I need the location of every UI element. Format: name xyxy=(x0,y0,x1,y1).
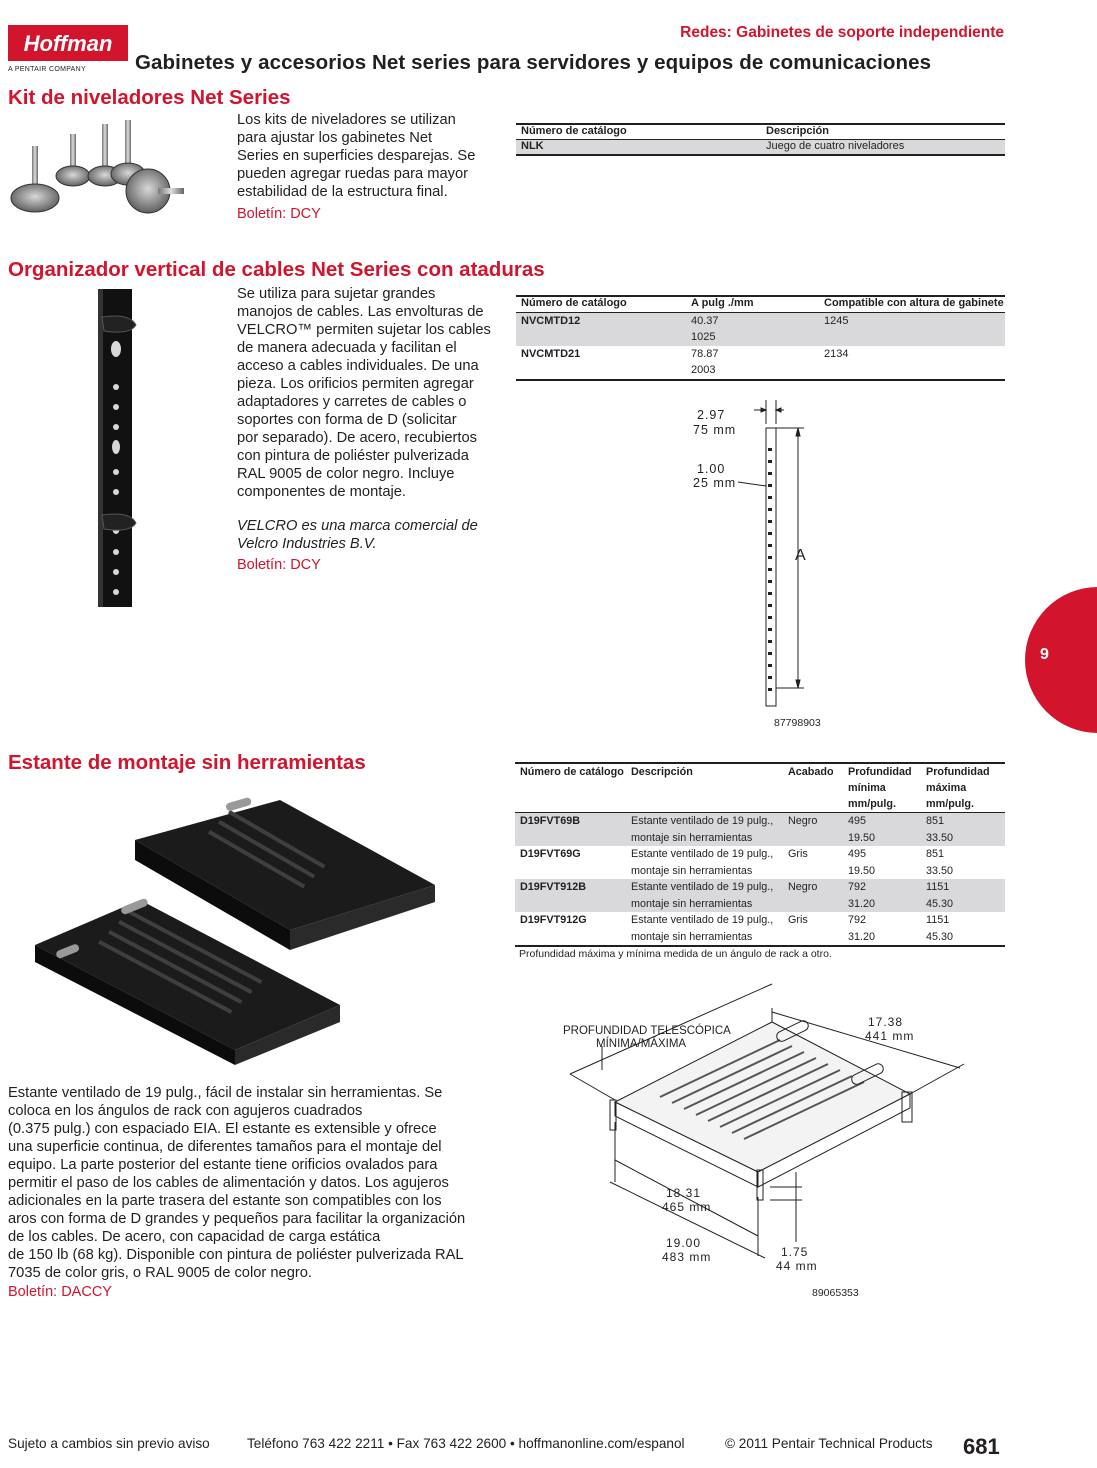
page-title: Gabinetes y accesorios Net series para servidores y equipos de comunicaciones xyxy=(135,51,932,74)
hoffman-logo xyxy=(8,25,128,61)
col-cabinet-height: Compatible con altura de gabinete xyxy=(819,296,1005,313)
svg-text:483 mm: 483 mm xyxy=(662,1250,712,1264)
footer-contact: Teléfono 763 422 2211 • Fax 763 422 2600 • hoffmanonline.com/espanol xyxy=(247,1436,685,1451)
svg-text:75 mm: 75 mm xyxy=(693,423,737,437)
organizer-bulletin: Boletín: DCY xyxy=(237,557,321,573)
col-catalog: Número de catálogo xyxy=(516,296,686,313)
table-row: D19FVT69G Estante ventilado de 19 pulg., montaje sin herramientas Gris 495 19.50 851 33.50 xyxy=(520,848,954,877)
shelf-description: Estante ventilado de 19 pulg., fácil de instalar sin herramientas. Se coloca en los ángulos de rack con agujeros cuadrados (0.375 pulg.) con espaciado EIA. El estante es extensible y ofrece una superficie continua, de diferentes tamaños para el montaje del equipo. La parte posterior del estante tiene orificios ovalados para permitir el paso de los cables de alimentación y datos. Los agujeros adicionales en la parte trasera del estante son compatibles con los aros con forma de D grandes y pequeños para facilitar la organización de los cables. De acero, con capacidad de carga estática de 150 lb (68 kg). Disponible con pintura de poliéster pulverizada RAL 7035 de color gris, o RAL 9005 de color negro. xyxy=(8,1085,466,1281)
shelf-bulletin: Boletín: DACCY xyxy=(8,1284,112,1300)
svg-text:1.75: 1.75 xyxy=(781,1245,809,1259)
svg-text:2.97: 2.97 xyxy=(697,408,726,422)
shelf-heading: Estante de montaje sin herramientas xyxy=(8,751,366,774)
levelers-description: Los kits de niveladores se utilizan para ajustar los gabinetes Net Series en superficies desparejas. Se pueden agregar ruedas para mayor estabilidad de la estructura final. xyxy=(237,112,476,200)
chapter-number: 9 xyxy=(1040,646,1049,663)
page-number: 681 xyxy=(963,1434,1000,1459)
footer-copyright: © 2011 Pentair Technical Products xyxy=(725,1436,933,1451)
levelers-photo xyxy=(8,116,188,226)
col-a-dimension: A pulg ./mm xyxy=(686,296,819,313)
svg-text:PROFUNDIDAD TELESCÓPICA: PROFUNDIDAD TELESCÓPICA xyxy=(563,1025,731,1037)
shelf-table-note: Profundidad máxima y mínima medida de un ángulo de rack a otro. xyxy=(519,948,832,960)
svg-text:87798903: 87798903 xyxy=(774,717,821,729)
velcro-trademark-note: VELCRO es una marca comercial de Velcro Industries B.V. xyxy=(237,518,478,552)
svg-text:19.00: 19.00 xyxy=(666,1236,702,1250)
shelf-photo xyxy=(10,790,480,1065)
levelers-table xyxy=(516,123,1005,156)
svg-text:MÍNIMA/MÁXIMA: MÍNIMA/MÁXIMA xyxy=(596,1038,687,1050)
svg-text:17.38: 17.38 xyxy=(868,1015,904,1029)
svg-text:44 mm: 44 mm xyxy=(776,1259,818,1273)
svg-text:89065353: 89065353 xyxy=(812,1287,859,1299)
footer-notice: Sujeto a cambios sin previo aviso xyxy=(8,1436,210,1451)
table-row: D19FVT912B Estante ventilado de 19 pulg., montaje sin herramientas Negro 792 31.20 1151 45.30 xyxy=(515,879,1005,912)
table-row: D19FVT69B Estante ventilado de 19 pulg., montaje sin herramientas Negro 495 19.50 851 33.50 xyxy=(515,813,1005,847)
logo-subtitle: A PENTAIR COMPANY xyxy=(8,66,86,73)
levelers-bulletin: Boletín: DCY xyxy=(237,206,321,222)
section-label: Redes: Gabinetes de soporte independiente xyxy=(680,24,1004,41)
table-row: NLK Juego de cuatro niveladores xyxy=(516,140,1005,156)
svg-text:25 mm: 25 mm xyxy=(693,476,737,490)
svg-text:18.31: 18.31 xyxy=(666,1186,702,1200)
organizer-description: Se utiliza para sujetar grandes manojos de cables. Las envolturas de VELCRO™ permiten sujetar los cables de manera adecuada y facilitan el acceso a cables individuales. De una pieza. Los orificios permiten agregar adaptadores y carretes de cables o soportes con forma de D (solicitar por separado). De acero, recubiertos con pintura de poliéster pulverizada RAL 9005 de color negro. Incluye componentes de montaje. xyxy=(237,286,491,500)
table-row: NVCMTD21 78.87 2003 2134 xyxy=(521,348,849,376)
svg-text:441 mm: 441 mm xyxy=(865,1029,915,1043)
col-catalog: Número de catálogo xyxy=(516,124,761,140)
chapter-tab xyxy=(1025,587,1097,733)
col-catalog: Número de catálogo xyxy=(515,763,626,813)
table-row: NVCMTD12 40.37 1025 1245 xyxy=(516,313,1005,347)
organizer-table xyxy=(516,295,1005,381)
col-finish: Acabado xyxy=(783,763,843,813)
svg-text:1.00: 1.00 xyxy=(697,462,726,476)
organizer-photo xyxy=(90,287,150,609)
logo-wordmark: Hoffman xyxy=(23,31,113,56)
table-row: D19FVT912G Estante ventilado de 19 pulg., montaje sin herramientas Gris 792 31.20 1151 45.30 xyxy=(520,914,954,943)
col-description: Descripción xyxy=(626,763,783,813)
col-max-depth: Profundidad máxima mm/pulg. xyxy=(921,763,1005,813)
col-min-depth: Profundidad mínima mm/pulg. xyxy=(843,763,921,813)
col-description: Descripción xyxy=(761,124,1005,140)
levelers-heading: Kit de niveladores Net Series xyxy=(8,86,291,109)
shelf-table xyxy=(515,762,1005,947)
organizer-dimension-drawing xyxy=(680,398,850,733)
svg-text:465 mm: 465 mm xyxy=(662,1200,712,1214)
shelf-dimension-drawing xyxy=(540,982,980,1302)
organizer-heading: Organizador vertical de cables Net Series con ataduras xyxy=(8,258,545,281)
svg-text:A: A xyxy=(795,547,806,564)
